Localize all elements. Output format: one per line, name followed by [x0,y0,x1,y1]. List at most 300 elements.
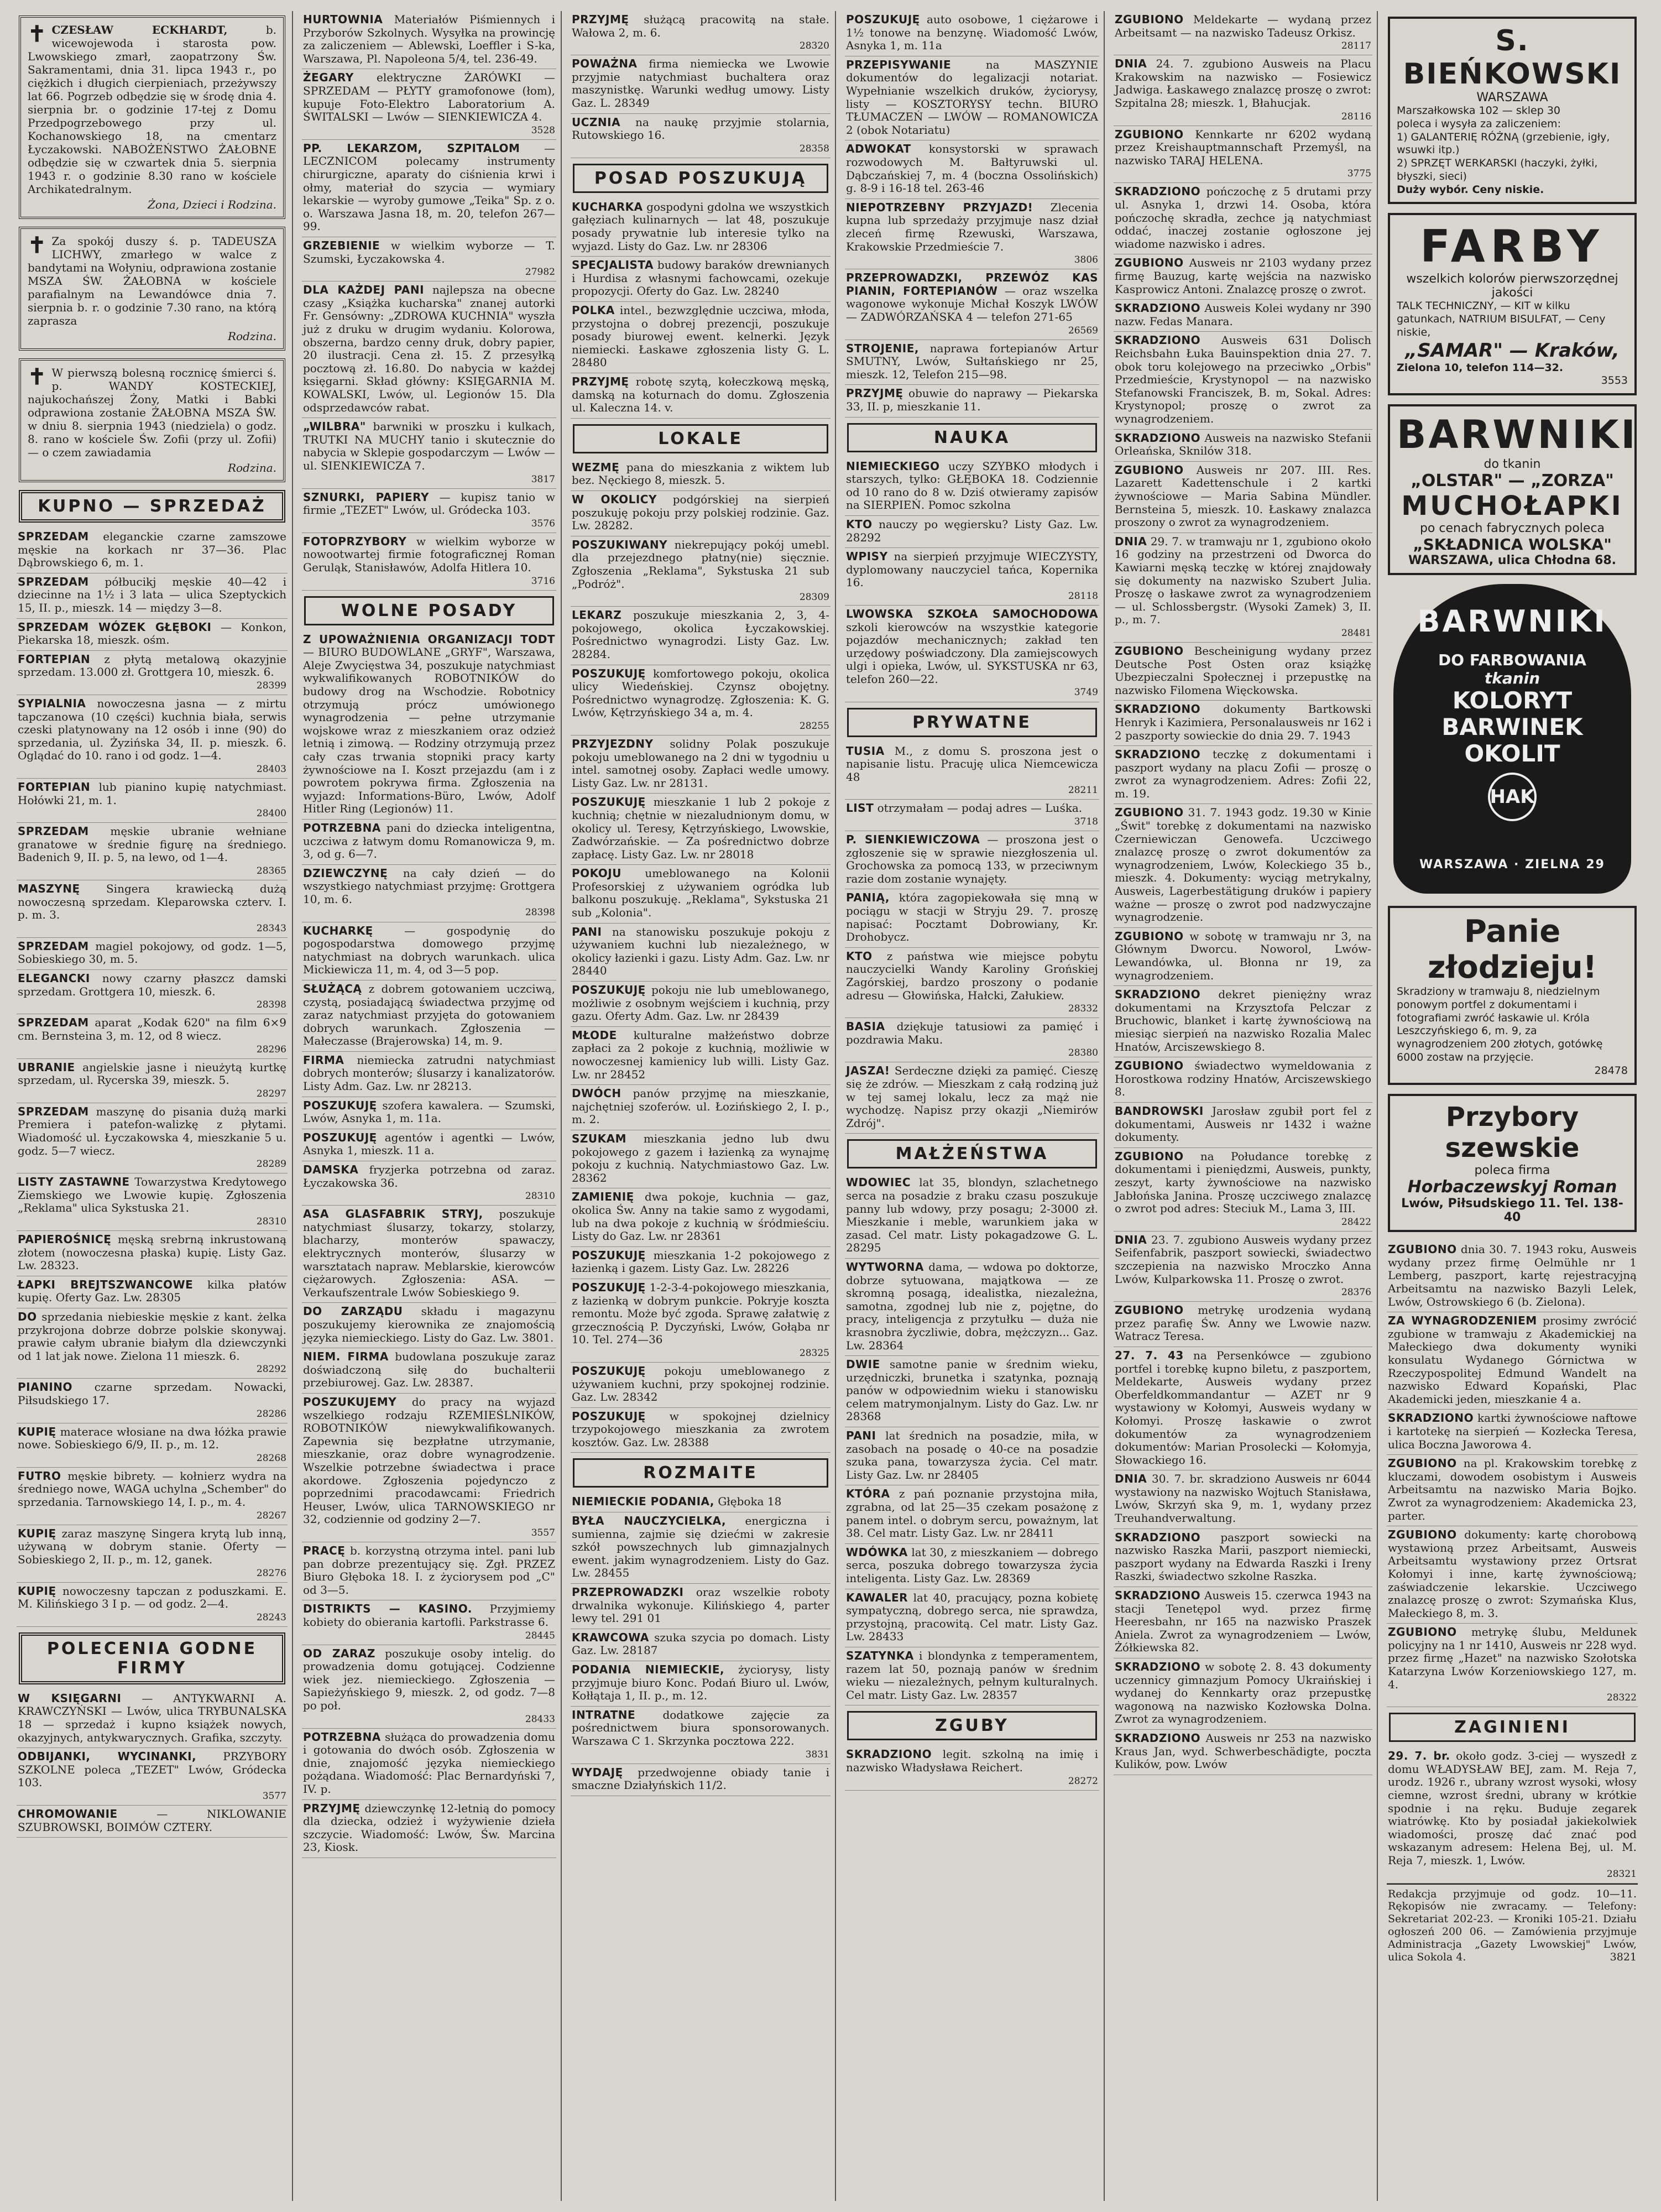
ad-lead: DNIA [1115,1472,1147,1486]
ad-text: obuwie do naprawy — Piekarska 33, II. p, mieszkanie 11. [846,387,1098,413]
classified-ad [571,199,830,257]
ad-lead: SPRZEDAM [18,575,89,588]
ad-ref-number: 3528 [531,124,555,136]
classified-ad [302,1052,556,1097]
ad-text: lat 40, pracujący, pozna kobietę sympatyczną, dobrego serca, nie sprawdza, przystojną, pracowitą. Cel matr. Listy Gaz. Lw. 28433 [846,1590,1099,1644]
ad-text: komfortowego pokoju, okolica ulicy Wiedeńskiej. Czynsz obojętny. Pośrednictwo wynagrodzę. Zgłoszenia: K. G. Lwów, Kętrzyńskiego 34 a, m. 4. [572,666,829,719]
ad-lead: PANI [846,1429,876,1443]
ad-text: magiel pokojowy, od godz. 1—5, Sobieskiego 30, m. 5. [18,939,286,966]
advertiser-line: 1) GALANTERIĘ RÓŻNĄ (grzebienie, igły, wsuwki itp.) [1397,131,1610,156]
classified-ad [571,924,830,982]
ad-ref-number: 28321 [1606,1868,1637,1880]
ad-lead: KUCHARKĘ [303,924,373,937]
ad-ref-number: 28400 [256,808,286,820]
ad-text: podgórskiej na sierpień poszukuję pokoju przy polskiej rodzinie. Gaz. Lw. 28282. [572,492,829,533]
ad-lead: SKRADZIONO [1115,1589,1201,1603]
ad-ref-number: 28297 [256,1088,286,1099]
ad-ref-number: 27982 [525,267,555,278]
ad-text: kulturalne małżeństwo dobrze zapłaci za 2 pokoje z kuchnią, możliwie w nowoczesnej kamienicy lub willi. Listy Gaz. Lw. nr 28452 [572,1028,829,1081]
ad-text: najlepsza na obecne czasy „Książka kucharska" znanej autorki Fr. Gensówny: „ZDROWA KUCHNIA" wyszła już z druku w drugim wydaniu. Kolorowa, obszerna, bardzo cenny druk, dobry papier, 20 ilustracji. Cena zł. 15. Z przesyłką pocztową zł. 16.80. Do nabycia w każdej księgarni. Skład główny: KSIĘGARNIA M. KOWALSKI, Lwów, ul. Legionów 15. Dla odsprzedawców rabat. [303,283,555,414]
ad-lead: SKRADZIONO [1115,702,1201,716]
ad-list [845,743,1099,1134]
ad-ref-number: 28310 [525,1191,555,1202]
ad-lead: LISTY ZASTAWNE [18,1175,130,1189]
classified-ad [845,1018,1099,1062]
ad-list [17,1690,288,1838]
badge-brand: BARWINEK [1441,713,1583,740]
ad-text: mieszkanie 1 lub 2 pokoje z kuchnią; chętnie w niezaludnionym domu, w okolicy ul. Teresy, Kętrzyńskiego, Lwowskie, Zadwórzańskie. — Za pośrednictwo dobrze zapłacę. Listy Gaz. Lw. nr 28018 [572,795,829,861]
classified-ad [571,1247,830,1279]
classified-ad [17,970,288,1014]
ad-lead: DO [18,1310,37,1323]
ad-text: lub pianino kupię natychmiast. Hołówki 21, m. 1. [18,780,286,807]
obituary-text: W pierwszą bolesną rocznicę śmierci ś. p. WANDY KOSTECKIEJ, najukochańszej Żony, Matki i Babki odprawiona zostanie ŻAŁOBNA MSZA ŚW. w dniu 8. sierpnia 1943 (niedziela) o godz. 8. rano w kościele Św. Zofii (przy ul. Zofii) — o czem zawiadamia [28,366,276,459]
classified-ad [571,1629,830,1661]
ad-lead: W KSIĘGARNI [18,1691,122,1705]
ad-ref-number: 28358 [799,143,829,154]
classified-ad [302,1542,556,1600]
classified-ad [571,11,830,55]
section-header-posad-poszukuja: POSAD POSZUKUJĄ [573,164,828,193]
ad-text: samotne panie w średnim wieku, urzędniczki, brunetka i szatynka, poznają panów w odpowiednim wieku i stanowisku celem matrymonjalnym. Listy do Gaz. Lw. nr 28368 [846,1358,1099,1423]
ad-text: Singera krawiecką dużą nowoczesną sprzedam. Kleparowska czterv. I. p. m. 3. [18,882,286,922]
advertiser-title: Przybory szewskie [1445,1102,1580,1164]
classified-ad [571,607,830,665]
classified-ad [571,1130,830,1188]
ad-lead: JASZA! [846,1064,890,1078]
ad-lead: PRZYJEZDNY [572,737,654,750]
ad-text: na naukę przyjmie stolarnia, Rutowskiego 16. [572,115,829,142]
classified-ad [1114,1470,1372,1528]
ad-lead: PRACĘ [303,1543,346,1557]
classified-ad [17,573,288,619]
classified-ad [1387,1747,1638,1883]
ad-ref-number: 28292 [256,1364,286,1375]
ad-text: 29. 7. w tramwaju nr 1, zgubiono około 16 godziny na przestrzeni od Dworca do Kawiarni męską teczkę w której znajdowały się dokumenty na nazwisko Szubert Julia. Proszę o łaskawe zwrot za wynagrodzeniem — ul. Schlossbergstr. (Wysoki Zamek) 3, II. p., m. 7. [1115,534,1371,627]
editorial-note [1387,1884,1638,1967]
cross-icon: ✝ [28,364,46,390]
obituary-name: CZESŁAW ECKHARDT, [51,23,228,36]
ad-lead: ZGUBIONO [1115,13,1184,26]
ad-text: 23. 7. zgubiono Ausweis wydany przez Seifenfabrik, paszport sowiecki, świadectwo szczepienia na nazwisko Mroczko Anna Lwów, Kulparkowska 11. Proszę o zwrot. [1115,1233,1372,1286]
classified-ad [1114,746,1372,804]
ad-lead: KUPIĘ [18,1584,56,1598]
ad-lead: KAWALER [846,1590,908,1604]
ad-ref-number: 28380 [1068,1047,1098,1059]
ad-ref-number: 28118 [1068,590,1098,602]
ad-lead: POTRZEBNA [303,821,381,834]
classified-ad [302,1348,556,1394]
ad-lead: POWAŻNA [572,57,638,71]
ad-lead: ŻEGARY [303,71,354,85]
advertiser-line: Zielona 10, telefon 114—32. [1397,361,1564,374]
ad-lead: WYTWORNA [846,1260,924,1274]
ad-text: kilka płatów kupię. Oferty Gaz. Lw. 28305 [18,1277,286,1305]
ad-text: panów przyjmę na mieszkanie, najchętniej szoferów. ul. Łozińskiego 2, I. p., m. 2. [572,1087,829,1126]
ad-list [17,528,288,1627]
classified-ad [17,779,288,823]
classified-ad [1387,1241,1638,1312]
ad-text: Ausweis 631 Dolisch Reichsbahn Łuka Bauinspektion dnia 27. 7. obok toru kolejowego na przeciwko „Orbis" Przedmieście, Krystynopol — na nazwisko Stefanowski Franciszek, B. m, Sokal. Adres: Krystynopol; proszę o zwrot za wynagrodzeniem. [1115,333,1372,425]
ad-text: pani do dziecka inteligentna, uczciwa z łatwym domu Romanowicza 9, m. 3, od g. 6—7. [303,821,555,861]
ad-lead: KTO [846,517,873,531]
ad-text: pokoju umeblowanego z używaniem kuchni, przy spokojnej rodzinie. Gaz. Lw. 28342 [572,1364,829,1404]
classified-ad [571,982,830,1027]
classified-ad [17,1525,288,1583]
ad-lead: DWÓCH [572,1087,621,1100]
ad-text: prosimy zwrócić zgubione w tramwaju z Akademickiej na Małeckiego dwa dokumenty wyniki konsulatu Wydanego Górnictwa w Rzeczypospolitej Edmund Wandelt na nazwisko Edward Kopański, Plac Akademicki jeden, mieszkanie 4 a. [1388,1314,1637,1406]
ad-lead: PRZYJMĘ [572,374,629,388]
ad-text: przedwojenne obiady tanie i smaczne Działyńskich 11/2. [572,1765,829,1792]
ad-list [845,1174,1099,1705]
obituary-text: b. wicewojewoda i starosta pow. Lwowskiego zmarł, zaopatrzony Św. Sakramentami, dnia 31. lipca 1943 r., po ciężkich i długich cierpieniach, przeżywszy lat 66. Pogrzeb odbędzie się w środę dnia 4. sierpnia br. o godzinie 17-tej z Domu Przedpogrzebowego przy ul. Kochanowskiego 18, na cmentarz Łyczakowski. NABOŻEŃSTWO ŻAŁOBNE odbędzie się w czwartek dnia 5. sierpnia 1943 r. o godzinie 8.30 rano w kościele Archikatedralnym. [28,23,276,196]
classified-ad [1114,1587,1372,1658]
classified-ad [302,631,556,820]
classified-ad [845,1062,1099,1134]
ad-ref-number: 3831 [805,1749,829,1760]
classified-ad [1114,1148,1372,1232]
ad-text: na MASZYNIE dokumentów do legalizacji notariat. Wypełnianie wszelkich druków, życiorysy, listy — KOSZTORYSY techn. BIURO TŁUMACZEŃ — LWÓW — ROMANOWICZA 2 (obok Notariatu) [846,58,1099,137]
classified-ad [17,651,288,695]
ad-text: z pań poznanie przystojna miła, zgrabna, od lat 25—35 czekam posażonę z panem intel. o dobrym sercu, poważnym, lat 38. Cel matr. Listy Gaz. Lw. nr 28411 [846,1487,1099,1540]
classified-ad [571,1764,830,1796]
ad-lead: ŁAPKI BREJTSZWANCOWE [18,1277,194,1291]
advertiser-name: S. BIEŃKOWSKI [1403,24,1622,91]
classified-ad [17,1806,288,1838]
classified-ad [1114,1730,1372,1775]
ad-ref-number: 28276 [256,1567,286,1579]
classified-ad [302,1303,556,1348]
ad-text: PRZYBORY SZKOLNE poleca „TEZET" Lwów, Gródecka 103. [18,1750,287,1790]
ad-lead: SKRADZIONO [1115,333,1201,347]
classified-ad [845,1174,1099,1259]
ad-lead: INTRATNE [572,1708,636,1721]
advertiser-line: TALK TECHNICZNY, — KIT w kilku gatunkach, NATRIUM BISULFAT, — Ceny niskie, [1397,300,1606,338]
classified-ad [1387,1526,1638,1624]
badge-sub: DO FARBOWANIA [1438,650,1586,669]
ad-text: na Persenkówce — zgubiono portfel i torebkę kupno biletu, z paszportem, Meldekarte, Ausweis wydany przez Oberfeldkommandantur — AZET nr 9 wystawiony w Kołomyi, Ausweis wydany w Kołomyi. Proszę łaskawie o zwrot dokumentów za wynagrodzeniem dokumentów: Marian Prosolecki — Kołomyja, Słowackiego 16. [1115,1348,1372,1467]
classified-ad [1387,1410,1638,1455]
ad-text: półbucikj męskie 40—42 i dziecinne na 1½ i 3 lata — ulica Szeptyckich 15, II. p., mieszk. 14 — między 3—8. [18,575,286,614]
classified-ad [302,140,556,237]
ad-lead: BASIA [846,1020,885,1034]
ad-lead: PRZYJMĘ [572,13,629,26]
ad-text: — oraz wszelka wagonowe wykonuje Michał Koszyk LWÓW — ZADWÓRZAŃSKA 4 — telefon 271-65 [846,284,1098,324]
ad-lead: POSZUKUJĘ [303,1130,377,1144]
ad-text: dama, — wdowa po doktorze, dobrze sytuowana, majątkowa — ze skromną posagą, idealistka, niezależna, samotna, zgodnej lub nie z, pojętne, do pracy, inteligencja z przytułku — duża nie krasnobra życzliwie, dobra, mężczyzn... Gaz. Lw. 28364 [846,1260,1099,1352]
ad-lead: FORTEPIAN [18,780,91,794]
ad-ref-number: 28310 [256,1215,286,1227]
ad-lead: DZIEWCZYNĘ [303,866,388,880]
ad-lead: POSZUKUJĘ [572,666,646,680]
ad-lead: ZGUBIONO [1115,1149,1184,1163]
ad-lead: WYDAJĘ [572,1765,623,1779]
obituary-sign: Żona, Dzieci i Rodzina. [148,198,276,211]
advertiser-title: Panie złodzieju! [1427,914,1597,985]
classified-ad [17,1231,288,1276]
ad-lead: FORTEPIAN [18,652,91,666]
ad-text: — gospodynię do pogospodarstwa domowego przyjmę natychmiast na dobrych warunkach. ulica Mickiewicza 11, m. 4, od 3—5 pop. [303,924,556,977]
classified-ad [1114,533,1372,643]
ad-lead: ASA GLASFABRIK STRYJ, [303,1207,483,1221]
ad-text: lat 35, blondyn, szlachetnego serca na posadzie z braku czasu poszukuje panny lub wdowy, przy posagu; 2-3000 zł. Mieszkanie i meble, warunkiem jaka w zasad. Cel matr. Listy pokagadzowe G. L. 28295 [846,1176,1098,1255]
ad-text: — proszona jest o zgłoszenie się w sprawie niezgłoszenia ul. Grochowska za pomocą 133, w przeciwnym razie dom zostanie wynajęty. [846,833,1098,885]
ad-lead: P. SIENKIEWICZOWA [846,833,980,846]
classified-ad [17,1103,288,1173]
classified-ad [571,1188,830,1246]
ad-text: konsystorski w sprawach rozwodowych M. Bałtyruwski ul. Dąbczańskiej 7, m. 4 (boczna Ossolińskich) g. 8-9 i 16-18 tel. 263-46 [846,142,1099,195]
column-1 [17,11,293,2201]
classified-ad [302,1800,556,1858]
ad-lead: POSZUKUJEMY [303,1395,397,1408]
ad-text: zaraz maszynę Singera krytą lub inną, używaną w dobrym stanie. Oferty — Sobieskiego 2, II. p., m. 12, ganek. [18,1526,286,1566]
classified-ad [302,922,556,980]
classified-ad [1114,462,1372,533]
classified-ad [845,1427,1099,1485]
advertiser-name: Horbaczewskyj Roman [1407,1177,1617,1197]
classified-ad [1114,928,1372,986]
classified-ad [571,114,830,158]
ad-lead: SPRZEDAM [18,825,89,838]
ad-lead: SKRADZIONO [1115,1731,1201,1745]
ad-lead: KRAWCOWA [572,1630,649,1644]
classified-ad [571,459,830,491]
ad-ref-number: 28296 [256,1044,286,1055]
ad-text: w wielkim wyborze w nowootwartej firmie fotograficznej Roman Geruląk, Stanisławów, Adolfa Hitlera 10. [303,534,556,574]
ad-lead: UBRANIE [18,1060,75,1074]
classified-ad [1114,1529,1372,1587]
ad-text: Ausweis nr 253 na nazwisko Kraus Jan, wyd. Schwerbeschädigte, poczta Kulików, pow. Lwów [1115,1731,1371,1771]
classified-ad [1114,55,1372,126]
classified-ad [845,889,1099,947]
ad-text: pana do mieszkania z wiktem lub bez. Nęckiego 8, mieszk. 5. [572,460,829,487]
ad-lead: 27. 7. 43 [1115,1348,1184,1362]
ad-text: na Połudance torebkę z dokumentami i pieniędzmi, Ausweis, punkty, zeszyt, karty żywnościowe na nazwisko Jabłońska Janina. Proszę uczciwego znalazcę o zwrot pod adres: Steciuk M., Lama 3, III. [1115,1149,1372,1215]
ad-text: czarne sprzedam. Nowacki, Piłsudskiego 17. [18,1380,286,1407]
ad-ref-number: 3716 [531,575,555,587]
ad-ref-number: 28481 [1341,627,1371,639]
section-header-lokale: LOKALE [573,424,828,453]
classified-ad [571,302,830,373]
classified-ad [17,1583,288,1627]
ad-lead: ZGUBIONO [1115,644,1184,658]
ad-text: budowlana poszukuje zaraz doświadczoną siłę do buchalterii przebiurowej. Gaz. Lw. 28387. [303,1350,555,1390]
badge-brand: KOLORYT [1452,686,1573,714]
advertiser-line: Marszałkowska 102 — sklep 30 [1397,105,1560,117]
editorial-note-text: Redakcja przyjmuje od godz. 10—11. Rękopisów nie zwracamy. — Telefony: Sekretariat 202-23. — Kroniki 105-21. Działu ogłoszeń 200 06. — Zamówienia przyjmuje Administracja „Gazety Lwowskiej" Lwów, ulica Sokola 4. [1388,1887,1637,1963]
badge-brand: OKOLIT [1464,740,1560,768]
ad-text: kartki żywnościowe naftowe i kartotekę na sierpień — Kozłecka Teresa, ulica Boczna Jaworowa 4. [1388,1411,1637,1451]
classified-ad [1114,332,1372,429]
classified-ad [17,1468,288,1525]
column-5 [1114,11,1378,2201]
ad-list [1387,1241,1638,1707]
ad-text: z dobrem gotowaniem uczciwą, czystą, posiadającą świadectwa przyjmę od zaraz natychmiast przyjęta do gotowaniem dobrych warunkach. Zgłoszenia — Małeczasse (Brajerowska) 14, m. 9. [303,982,555,1048]
ad-text: i blondynka z temperamentem, razem lat 50, poznają panów w średnim wieku — niezależnych, pełnym kulturalnych. Cel matr. Listy Gaz. Lw. 28357 [846,1648,1098,1702]
ad-lead: CHROMOWANIE [18,1807,118,1820]
ad-lead: SKRADZIONO [1115,431,1201,445]
classified-ad [845,1589,1099,1647]
ad-text: dwa pokoje, kuchnia — gaz, okolica Św. Anny na takie samo z wygodami, lub na dwa pokoje z kuchnią w śródmieściu. Listy do Gaz. Lw. nr 28361 [572,1190,830,1243]
classified-ad [571,373,830,419]
ad-text: poszukuje natychmiast ślusarzy, tokarzy, stolarzy, blacharzy, monterów spawaczy, elektrycznych monterów, ślusarzy w warsztatach napraw. Meblarskie, kierowców ciężarowych. Zgłoszenia: ASA. — Verkaufszentrale Lwów Sobieskiego 9. [303,1207,555,1299]
cross-icon: ✝ [28,21,46,47]
classified-ad [1387,1455,1638,1526]
classified-ad [845,606,1099,702]
ad-text: 31. 7. 1943 godz. 19.30 w Kinie „Świt" torebkę z dokumentami na nazwisko Czerniewiczan Genowefa. Uczciwego znalazcę proszę o zwrot dokumentów za wynagrodzeniem, Lwów, Koleckiego 35 b., mieszk. 4. Dokumenty: wyciąg metrykalny, Ausweis, Lagerbestätigung druków i papiery ważne — proszę o zwrot pod nadzwyczajne wynagrodzenie. [1115,806,1371,924]
badge-address: WARSZAWA · ZIELNA 29 [1419,858,1605,872]
ad-text: solidny Polak poszukuje pokoju umeblowanego na 2 dni w tygodniu u intel. samotnej osoby. Zapłaci wedle umowy. Listy Gaz. Lw. nr 28131. [572,737,830,790]
ad-lead: FIRMA [303,1053,344,1067]
ad-text: do pracy na wyjazd wszelkiego rodzaju RZEMIEŚLNIKÓW, ROBOTNIKÓW niewykwalifikowanych. Zapewnia się bezpłatne utrzymanie, mieszkanie, oraz dobre wynagrodzenie. Wszelkie potrzebne świadectwa i prace akordowe. Zgłoszenia pojedynczo z poprzednimi pracodawcami: Friedrich Heuser, Lwów, ulica TARNOWSKIEGO nr 32, codziennie od godziny 2—7. [303,1395,555,1526]
ad-text: mieszkania jedno lub dwu pokojowego z gazem i łazienką za wynajmę pokoju z kuchnią. Natychmiastowo Gaz. Lw. 28362 [572,1131,830,1185]
ad-lead: ZGUBIONO [1388,1625,1457,1639]
ad-lead: MASZYNĘ [18,882,80,896]
ad-text: umeblowanego na Kolonii Profesorskiej z używaniem ogródka lub balkonu poszukuję. „Reklama", Sykstuska 21 sub „Kolonia". [572,867,829,920]
classified-ad [845,743,1099,800]
advertiser-line: poleca i wysyła za zaliczeniem: [1397,117,1561,130]
ad-ref-number: 26569 [1068,325,1098,336]
classified-ad [17,1014,288,1058]
ad-lead: SKRADZIONO [1115,748,1201,761]
classified-ad [1114,1057,1372,1103]
ad-text: paszport sowiecki na nazwisko Raszka Marii, paszport niemiecki, paszport wydany na Edwarda Raszki i Ireny Raszki, świadectwo szkolne Raszka. [1115,1530,1371,1583]
ad-text: poszukuje osoby intelig. do prowadzenia domu gotującej. Codzienne wiek jez. niemieckiego. Zgłoszenia — Sapieżyńskiego 9, mieszk. 2, od godz. 7—8 po poł. [303,1646,556,1712]
ad-ref-number: 28116 [1341,111,1371,122]
ad-box-barwniki [1388,404,1637,575]
classified-ad [17,1276,288,1308]
ad-lead: LEKARZ [572,608,622,622]
advertiser-line: MUCHOŁAPKI [1401,491,1623,521]
obituary-eckhardt [19,15,285,219]
classified-ad [845,458,1099,516]
section-header-malzenstwa: MAŁŻEŃSTWA [847,1139,1097,1168]
classified-ad [1114,254,1372,300]
ad-lead: NIEMIECKIE PODANIA, [572,1495,714,1509]
ad-list [845,11,1099,418]
column-2 [302,11,562,2201]
editorial-note-ref: 3821 [1610,1950,1637,1963]
ad-text: życiorysy, listy przyjmuje biuro Konc. Podań Biuro ul. Lwów, Kołłątaja 1, II. p., m. 12. [572,1663,829,1703]
ad-ref-number: 3576 [531,518,555,529]
ad-text: agentów i agentki — Lwów, Asnyka 1, mieszk. 11 a. [303,1130,556,1157]
ad-lead: PODANIA NIEMIECKIE, [572,1663,725,1677]
badge-title: BARWNIKI [1417,604,1607,639]
ad-text: dokumenty: kartę chorobową wystawioną przez Arbeitsamt, Ausweis Arbeitsamtu wystawiony przez Ortsrat Kołomyi i inne, kartę żywnościową; zaświadczenie lekarskie. Uczciwego znalazcę proszę o zwrot: Szymańska Klus, Małeckiego 8, m. 3. [1388,1528,1637,1620]
ad-text: nowy czarny płaszcz damski sprzedam. Grottgera 10, mieszk. 6. [18,972,286,998]
classified-ad [845,140,1099,199]
ad-lead: SPRZEDAM [18,530,89,543]
ad-text: męskie ubranie wełniane granatowe w średnie figurę na średniego. Badenich 9, II. p. 5, na lewo, od 1—4. [18,825,286,864]
ad-text: niekrepujący pokój umebl. dla przejezdnego płatny(nie) sięcznie. Zgłoszenia „Reklama", Sykstuska 21 sub „Podróż". [572,538,829,591]
ad-text: Zlecenia kupna lub sprzedaży przyjmuje nasz dział zleceń firmę Rzewuski, Warszawa, Krakowskie Przedmieście 7. [846,200,1098,253]
advertiser-sub: wszelkich kolorów pierwszorzędnej jakości [1406,272,1618,300]
ad-text: z państwa wie miejsce pobytu nauczycielki Wandy Karoliny Grońskiej Zagórskiej, bardzo proszony o podanie adresu — Głowińska, Hałcki, Załukiew. [846,949,1098,1002]
classified-ad [571,1279,830,1363]
classified-ad [845,516,1099,548]
ad-text: szuka szycia po domach. Listy Gaz. Lw. 28187 [572,1630,830,1657]
ad-lead: POSZUKUJĘ [572,1364,646,1378]
ad-text: na pl. Krakowskim torebkę z kluczami, dowodem osobistym i Ausweis Arbeitsamtu na nazwisko Maria Bojko. Zwrot za wynagrodzeniem: Akademicka 23, parter. [1388,1457,1637,1522]
ad-text: z płytą metalową okazyjnie sprzedam. 13.000 zł. Grottgera 10, mieszk. 6. [18,652,287,679]
ad-lead: ZAMIENIĘ [572,1190,634,1204]
ad-lead: PRZYJMĘ [303,1801,361,1815]
classified-ad [17,619,288,651]
column-3 [571,11,836,2201]
classified-ad [17,1308,288,1379]
advertiser-ref: 3553 [1601,374,1628,387]
ad-lead: ZGUBIONO [1115,463,1184,477]
advertiser-brand: „SAMAR" — Kraków, [1405,339,1620,362]
ad-lead: SPRZEDAM [18,939,89,953]
classified-ad [302,533,556,591]
ad-text: poszukuje mieszkania 2, 3, 4-pokojowego, okolica Łyczakowskiej. Pośrednictwo wynagrodzi. Listy Gaz. Lw. 28284. [572,608,829,661]
classified-ad [302,1097,556,1129]
ad-text: mieszkania 1-2 pokojowego z łazienką i gazem. Listy Gaz. Lw. 28226 [572,1248,829,1275]
ad-ref-number: 28289 [256,1159,286,1170]
ad-lead: POSZUKUJĘ [572,1248,646,1262]
obituary-kostecka [19,358,285,482]
ad-ref-number: 3806 [1074,254,1098,266]
ad-text: metrykę ślubu, Meldunek policyjny na 1 nr 1410, Ausweis nr 228 wyd. przez firmę „Hazet" na nazwisko Szołotska Katarzyna Lwów Korzeniowskiego 127, m. 4. [1388,1625,1637,1691]
ad-text: w spokojnej dzielnicy trzypokojowego mieszkania za zwrotem kosztów. Gaz. Lw. 28388 [572,1409,829,1449]
classified-ad [302,11,556,69]
ad-ref-number: 28445 [525,1630,555,1641]
ad-text: energiczna i sumienna, zajmie się dziećmi w zakresie szkół powszechnych lub gimnazjalnych ewent. jakim wynagrodzeniem. Listy do Gaz. Lw. 28455 [572,1514,830,1580]
ad-text: na cały dzień — do wszystkiego natychmiast przyjmę: Grottgera 10, m. 6. [303,866,555,906]
ad-ref-number: 28365 [256,865,286,877]
ad-lead: SZATYNKA [846,1648,914,1662]
classified-ad [571,1584,830,1629]
ad-lead: POSZUKUJĘ [303,1098,377,1112]
ad-lead: DNIA [1115,1233,1147,1246]
ad-text: dziękuje tatusiowi za pamięć i pozdrawia Maku. [846,1020,1098,1046]
ad-ref-number: 28117 [1341,40,1371,52]
hak-logo-icon: HAK [1488,773,1537,821]
classified-ad [1114,1103,1372,1148]
classified-ad [845,1356,1099,1427]
ad-text: elektryczne ŻARÓWKI — SPRZEDAM — PŁYTY gramofonowe (łom), kupuje Foto-Elektro Laboratorium A. ŚWITALSKI — Lwów — SIENKIEWICZA 4. [303,71,555,124]
ad-text: składu i magazynu poszukujemy kierownika ze znajomością języka niemieckiego. Listy do Gaz. Lw. 3801. [303,1305,555,1344]
ad-text: Bescheinigung wydany przez Deutsche Post Osten oraz książkę Ubezpieczalni Społecznej i przepustkę na nazwisko Filomena Więckowska. [1115,644,1371,697]
ad-lead: ZGUBIONO [1115,929,1184,943]
ad-lead: UCZNIA [572,115,621,129]
ad-ref-number: 28422 [1341,1216,1371,1228]
ad-ref-number: 28433 [525,1713,555,1725]
column-6 [1387,11,1642,2201]
ad-lead: SPRZEDAM WÓZEK GŁĘBOKI [18,620,212,634]
ad-lead: PAPIEROŚNICĘ [18,1233,112,1246]
ad-lead: POSZUKIWANY [572,538,668,551]
ad-lead: ZGUBIONO [1115,256,1184,270]
ad-text: służąca do prowadzenia domu i gotowania do dwóch osób. Zgłoszenia w dnie, znajomość języka niemieckiego pożądana. Wiadomość: Plac Bernardyński 7, IV. p. [303,1730,555,1796]
ad-ref-number: 28376 [1341,1287,1371,1298]
classified-ad [1387,1312,1638,1410]
classified-ad [571,55,830,113]
ad-ref-number: 3577 [262,1790,286,1802]
classified-ad [845,340,1099,385]
ad-lead: LWOWSKA SZKOŁA SAMOCHODOWA [846,607,1098,620]
classified-ad [302,489,556,533]
ad-list [571,1493,830,1796]
ad-text: służącą pracowitą na stałe. Wałowa 2, m. 6. [572,13,830,39]
ad-box-bienkowski [1388,17,1637,204]
ad-lead: FOTOPRZYBORY [303,534,407,548]
section-header-wolne-posady: WOLNE POSADY [304,596,554,625]
classified-ad [845,800,1099,831]
ad-lead: ODBIJANKI, WYCINANKI, [18,1750,197,1764]
ad-text: 1-2-3-4-pokojowego mieszkania, z łazienką w dobrym punkcie. Pokryje koszta remontu. Może być zgoda. Sprawę załatwię z grzecznością P. Dyczyński, Lwów, Gołąba nr 10. Tel. 274—36 [572,1280,829,1347]
